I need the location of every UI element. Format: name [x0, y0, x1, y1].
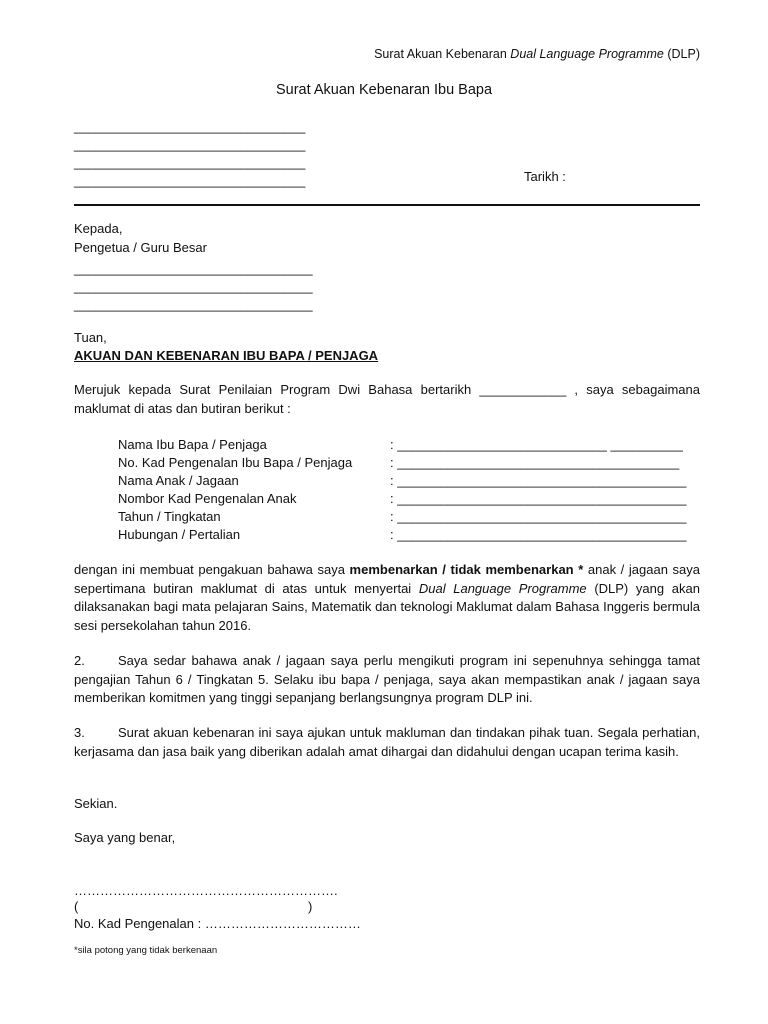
field-blank: : _____________________________ __________	[390, 437, 683, 452]
subject-heading	[74, 347, 378, 365]
sender-line: ________________________________	[74, 137, 306, 152]
header-suffix: (DLP)	[663, 47, 700, 61]
name-paren-close: )	[308, 899, 313, 914]
field-row	[118, 454, 700, 472]
addressee-recipient: Pengetua / Guru Besar	[74, 240, 207, 255]
sender-line: ________________________________	[74, 155, 306, 170]
paragraph-3	[74, 652, 700, 708]
p2-text-b: anak / jagaan saya sepertimana butiran maklumat di atas untuk menyertai	[74, 562, 700, 596]
p2-programme-name: Dual Language Programme	[418, 580, 587, 596]
paragraph-1: Merujuk kepada Surat Penilaian Program Dwi Bahasa bertarikh ____________ , saya sebagaimana maklumat di atas dan butiran berikut :	[74, 382, 700, 416]
name-paren-open: (	[74, 899, 79, 914]
field-label: Nombor Kad Pengenalan Anak	[118, 491, 297, 506]
p2-text-a: dengan ini membuat pengakuan bahawa saya	[74, 562, 350, 577]
paragraph-3-text: Saya sedar bahawa anak / jagaan saya perlu mengikuti program ini sepenuhnya sehingga tamat pengajian Tahun 6 / Tingkatan 5. Selaku ibu bapa / penjaga, saya akan mempastikan anak / jagaan saya memberikan komitmen yang tinggi sepanjang berlangsungnya program DLP ini.	[74, 653, 700, 705]
field-row	[118, 490, 700, 508]
field-blank: : ________________________________________	[390, 527, 687, 542]
paragraph-number: 2.	[74, 653, 85, 668]
field-label: Tahun / Tingkatan	[118, 509, 221, 524]
date-label: Tarikh :	[524, 169, 566, 184]
subject-text: AKUAN DAN KEBENARAN IBU BAPA / PENJAGA	[74, 348, 379, 363]
addressee-kepada: Kepada,	[74, 221, 123, 236]
footnote: *sila potong yang tidak berkenaan	[74, 945, 218, 956]
paragraph-2	[74, 561, 700, 635]
field-row	[118, 472, 700, 490]
salutation: Tuan,	[74, 330, 107, 345]
field-blank: : ________________________________________	[390, 509, 687, 524]
field-row	[118, 508, 700, 526]
header-divider	[74, 204, 700, 206]
letter-title: Surat Akuan Kebenaran Ibu Bapa	[275, 82, 493, 98]
addressee-line: _________________________________	[74, 297, 313, 312]
header-prefix: Surat Akuan Kebenaran	[374, 47, 511, 61]
paragraph-number: 3.	[74, 725, 85, 740]
field-row	[118, 436, 700, 454]
p2-consent-option: membenarkan / tidak membenarkan *	[349, 562, 584, 577]
field-label: Nama Ibu Bapa / Penjaga	[118, 437, 267, 452]
sender-line: ________________________________	[74, 119, 306, 134]
field-blank: : _______________________________________	[390, 455, 680, 470]
document-header	[0, 47, 700, 61]
addressee-line: _________________________________	[74, 261, 313, 276]
closing: Sekian.	[74, 796, 118, 811]
paragraph-4	[74, 724, 700, 761]
sender-line: ________________________________	[74, 173, 306, 188]
paragraph-4-text: Surat akuan kebenaran ini saya ajukan untuk makluman dan tindakan pihak tuan. Segala perhatian, kerjasama dan jasa baik yang diberikan adalah amat dihargai dan didahului dengan ucapan terima kasih.	[74, 725, 700, 759]
field-blank: : ________________________________________	[390, 473, 687, 488]
signoff: Saya yang benar,	[74, 830, 176, 845]
signature-line: …………………………………………………….	[74, 883, 338, 898]
header-italic: Dual Language Programme	[510, 47, 664, 61]
addressee-line: _________________________________	[74, 279, 313, 294]
field-label: Hubungan / Pertalian	[118, 527, 241, 542]
field-label: Nama Anak / Jagaan	[118, 473, 239, 488]
ic-number-line: No. Kad Pengenalan : ………………………………	[74, 916, 361, 931]
field-label: No. Kad Pengenalan Ibu Bapa / Penjaga	[118, 455, 353, 470]
details-fields	[118, 436, 700, 544]
field-blank: : ________________________________________	[390, 491, 687, 506]
field-row	[118, 526, 700, 544]
p2-text-c: (DLP) yang akan dilaksanakan bagi mata pelajaran Sains, Matematik dan teknologi Maklumat dalam Bahasa Inggeris bermula sesi persekolahan tahun 2016.	[74, 580, 700, 633]
